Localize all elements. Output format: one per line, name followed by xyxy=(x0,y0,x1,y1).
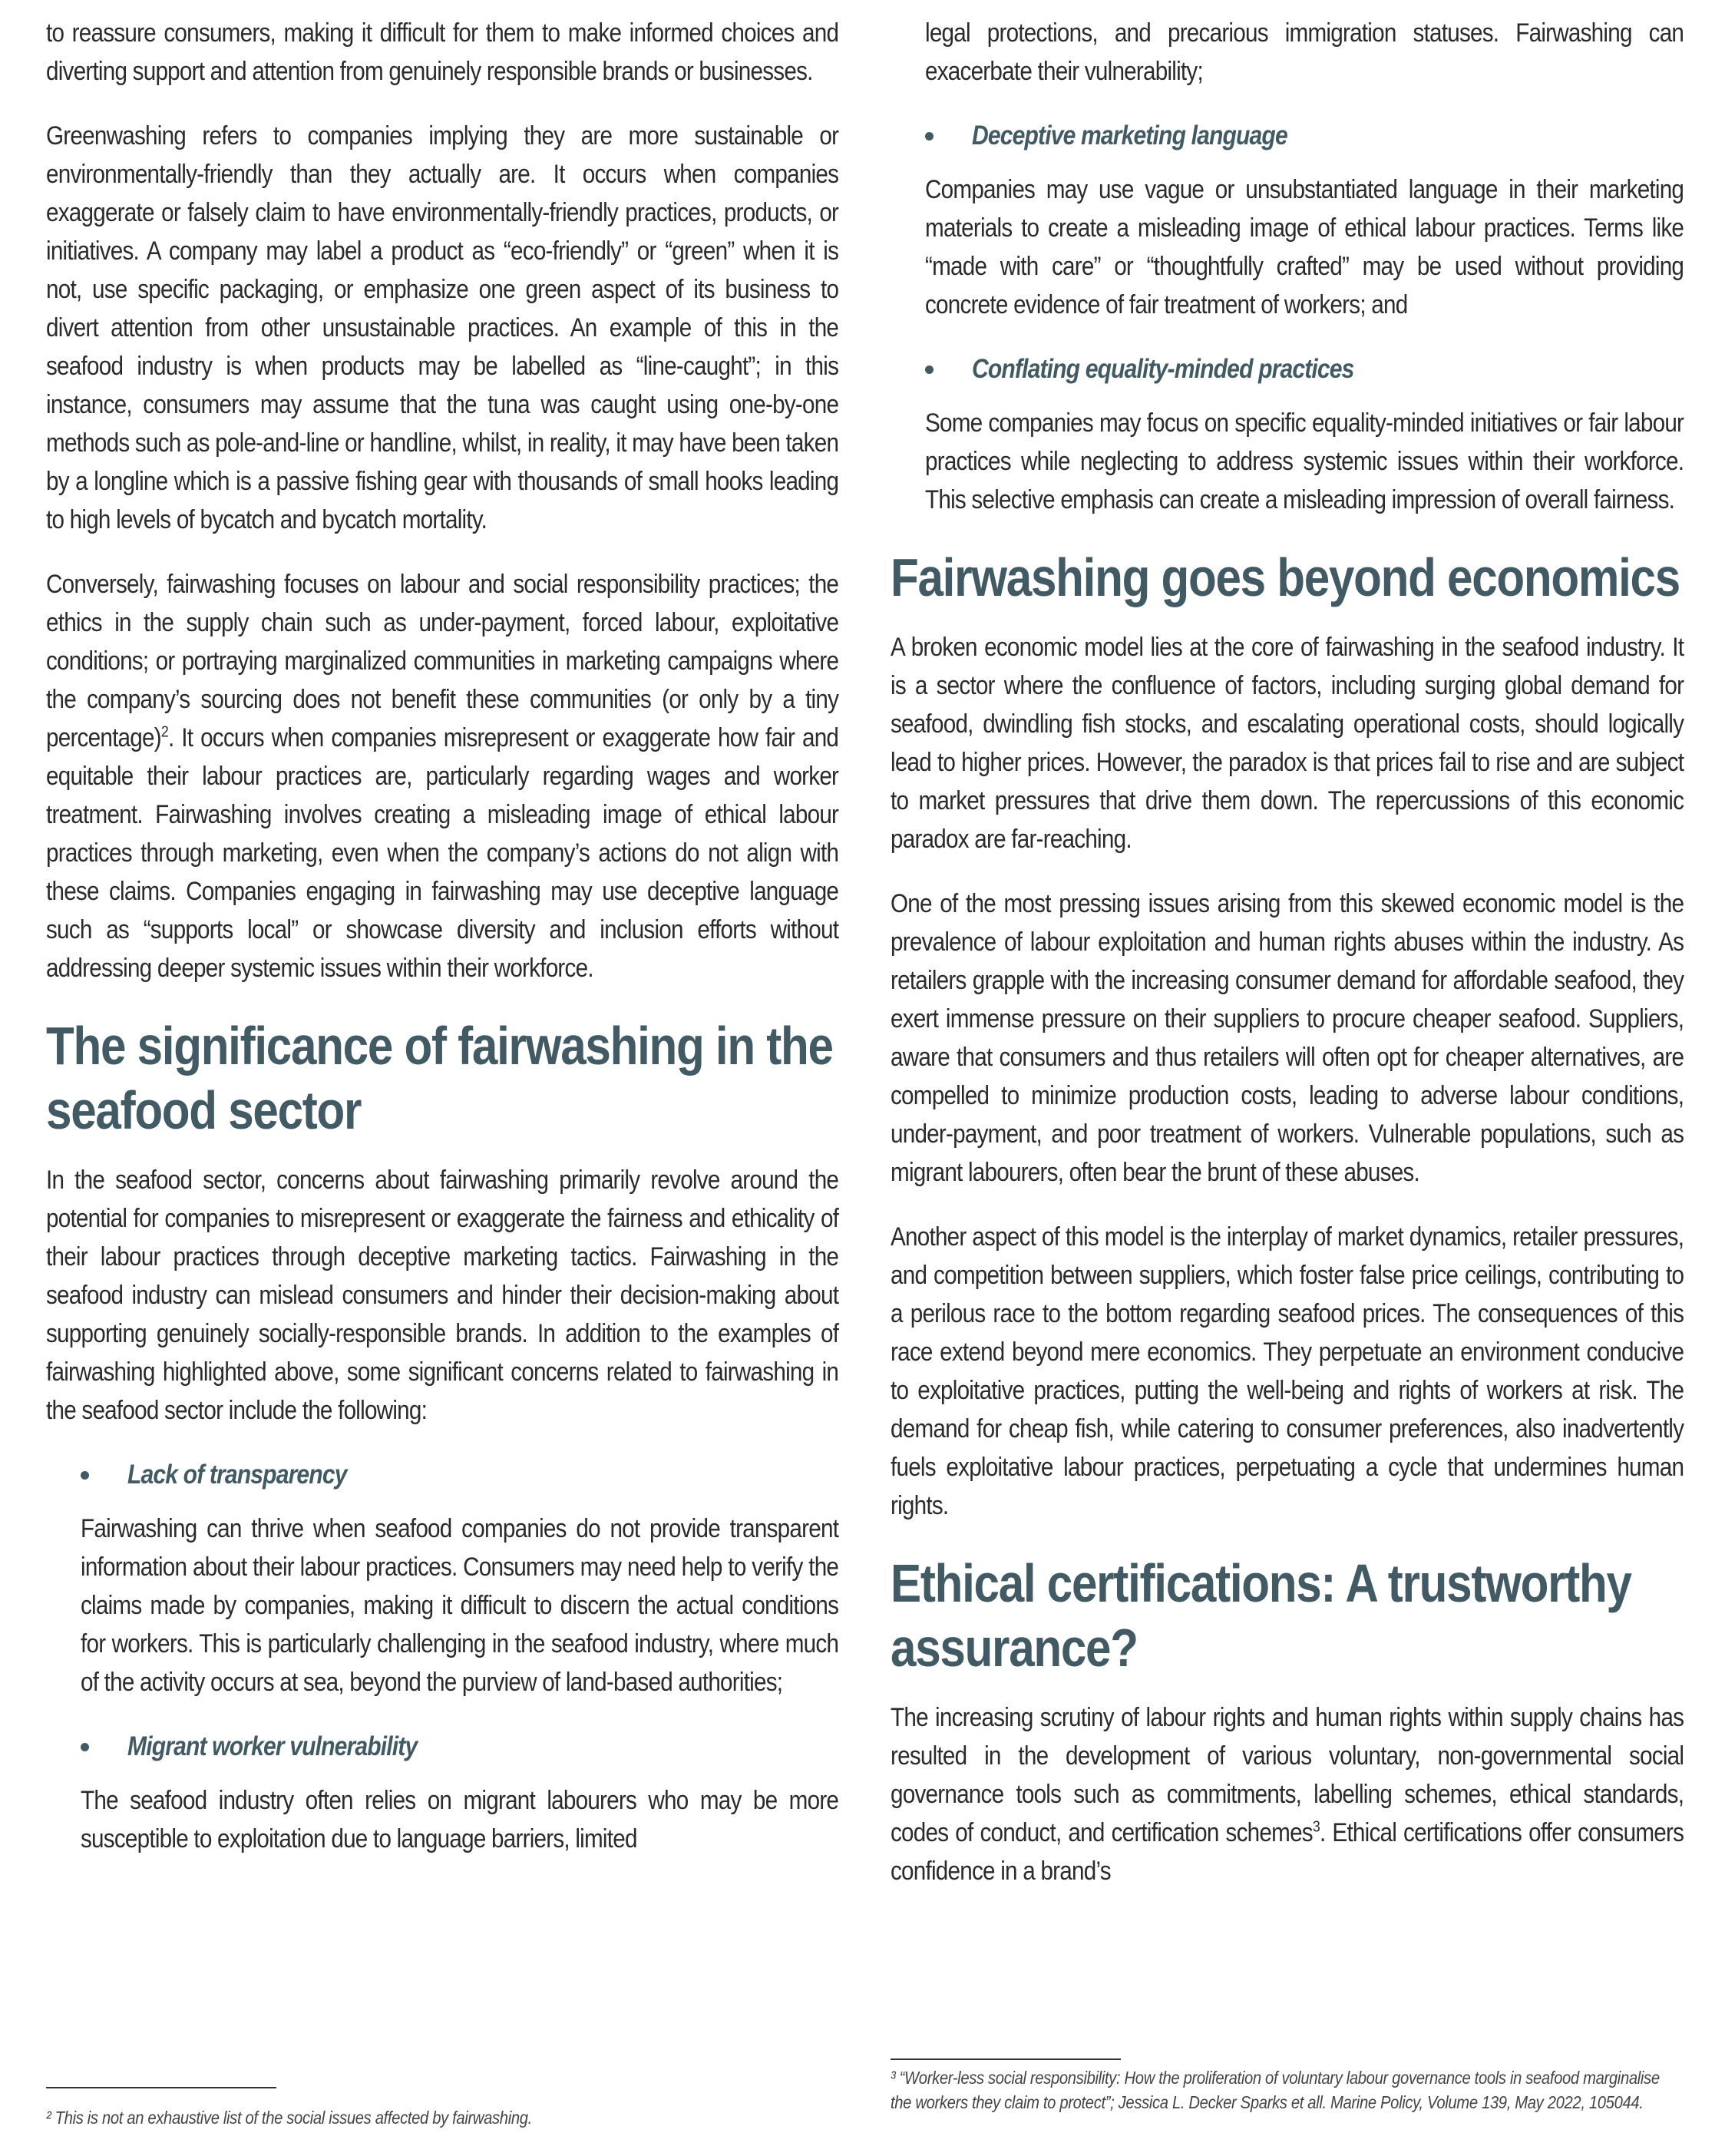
bullet-body-transparency xyxy=(81,1510,838,1701)
bullet-body-deceptive xyxy=(925,170,1684,324)
paragraph-migrant-continued: legal protections, and precarious immigration statuses. Fairwashing can exacerbate their vulnerability; xyxy=(925,18,1684,86)
right-column xyxy=(891,14,1684,1916)
paragraph-fairwashing-part2: . It occurs when companies misrepresent or exaggerate how fair and equitable their labour practices are, particularly regarding wages and worker treatment. Fairwashing involves creating a misleading image of ethical labour practices through marketing, even when the company’s actions do not align with these claims. Companies engaging in fairwashing may use deceptive language such as “supports local” or showcase diversity and inclusion efforts without addressing deeper systemic issues within their workforce. xyxy=(46,723,839,983)
paragraph-migrant: The seafood industry often relies on migrant labourers who may be more susceptible to exploitation due to language barriers, limited xyxy=(81,1786,839,1853)
paragraph-fairwashing-part1: Conversely, fairwashing focuses on labour and social responsibility practices; the ethics in the supply chain such as under-payment, forced labour, exploitative conditions; or portraying marginalized communities in marketing campaigns where the company’s sourcing does not benefit these communities (or only by a tiny percentage) xyxy=(46,570,839,752)
footnote-divider-left xyxy=(46,2087,276,2088)
bullet-dot-icon xyxy=(81,1471,89,1480)
paragraph-conflating: Some companies may focus on specific equality-minded initiatives or fair labour practices while neglecting to address systemic issues within their workforce. This selective emphasis can create a misleading impression of overall fairness. xyxy=(925,408,1684,514)
bullet-dot-icon xyxy=(81,1743,89,1751)
bullet-title: Deceptive marketing language xyxy=(972,121,1287,150)
footnote-3: ³ “Worker-less social responsibility: How the proliferation of voluntary labour governance tools in seafood marginalise the workers they claim to protect”; Jessica L. Decker Sparks et all. Marine Policy, Volume 139, May 2022, 105044. xyxy=(891,2068,1660,2112)
bullet-lack-of-transparency xyxy=(81,1456,838,1494)
paragraph-intro: to reassure consumers, making it difficult for them to make informed choices and diverting support and attention from genuinely responsible brands or businesses. xyxy=(46,18,839,86)
bullet-conflating-equality xyxy=(925,350,1684,389)
heading-ethical-certifications: Ethical certifications: A trustworthy assurance? xyxy=(891,1553,1631,1678)
bullet-dot-icon xyxy=(925,132,934,141)
footnote-2: ² This is not an exhaustive list of the social issues affected by fairwashing. xyxy=(46,2108,532,2128)
bullet-body-conflating xyxy=(925,404,1684,519)
bullet-body-migrant-continued xyxy=(925,14,1684,91)
paragraph-transparency: Fairwashing can thrive when seafood companies do not provide transparent information about their labour practices. Consumers may need help to verify the claims made by companies, making it difficult to discern the actual conditions for workers. This is particularly challenging in the seafood industry, where much of the activity occurs at sea, beyond the purview of land-based authorities; xyxy=(81,1514,839,1697)
paragraph-fairwashing xyxy=(46,565,838,987)
paragraph-pressing-issues: One of the most pressing issues arising from this skewed economic model is the prevalence of labour exploitation and human rights abuses within the industry. As retailers grapple with the increasing consumer demand for affordable seafood, they exert immense pressure on their suppliers to procure cheaper seafood. Suppliers, aware that consumers and thus retailers will often opt for cheaper alternatives, are compelled to minimize production costs, leading to adverse labour conditions, under-payment, and poor treatment of workers. Vulnerable populations, such as migrant labourers, often bear the brunt of these abuses. xyxy=(891,889,1684,1187)
bullet-deceptive-marketing xyxy=(925,117,1684,155)
bullet-migrant-worker xyxy=(81,1728,838,1766)
paragraph-scrutiny xyxy=(891,1698,1684,1890)
paragraph-broken-model: A broken economic model lies at the core of fairwashing in the seafood industry. It is a sector where the confluence of factors, including surging global demand for seafood, dwindling fish stocks, and escalating operational costs, should logically lead to higher prices. However, the paradox is that prices fail to rise and are subject to market pressures that drive them down. The repercussions of this economic paradox are far-reaching. xyxy=(891,633,1684,854)
bullet-title: Conflating equality-minded practices xyxy=(972,354,1354,384)
bullet-title: Lack of transparency xyxy=(127,1460,347,1490)
bullet-dot-icon xyxy=(925,365,934,374)
paragraph-seafood-sector: In the seafood sector, concerns about fairwashing primarily revolve around the potential for companies to misrepresent or exaggerate the fairness and ethicality of their labour practices through deceptive marketing tactics. Fairwashing in the seafood industry can mislead consumers and hinder their decision-making about supporting genuinely socially-responsible brands. In addition to the examples of fairwashing highlighted above, some significant concerns related to fairwashing in the seafood sector include the following: xyxy=(46,1166,839,1425)
heading-beyond-economics: Fairwashing goes beyond economics xyxy=(891,547,1680,607)
paragraph-scrutiny-part2: . Ethical certifications offer consumers confidence in a brand’s xyxy=(891,1818,1684,1886)
bullet-title: Migrant worker vulnerability xyxy=(127,1731,418,1761)
paragraph-another-aspect: Another aspect of this model is the interplay of market dynamics, retailer pressures, and competition between suppliers, which foster false price ceilings, contributing to a perilous race to the bottom regarding seafood prices. The consequences of this race extend beyond mere economics. They perpetuate an environment conducive to exploitative practices, putting the well-being and rights of workers at risk. The demand for cheap fish, while catering to consumer preferences, also inadvertently fuels exploitative labour practices, perpetuating a cycle that undermines human rights. xyxy=(891,1222,1684,1520)
footnote-ref-2: 2 xyxy=(160,723,168,741)
paragraph-greenwashing: Greenwashing refers to companies implying they are more sustainable or environmentally-friendly than they actually are. It occurs when companies exaggerate or falsely claim to have environmentally-friendly practices, products, or initiatives. A company may label a product as “eco-friendly” or “green” when it is not, use specific packaging, or emphasize one green aspect of its business to divert attention from other unsustainable practices. An example of this in the seafood industry is when products may be labelled as “line-caught”; in this instance, consumers may assume that the tuna was caught using one-by-one methods such as pole-and-line or handline, whilst, in reality, it may have been taken by a longline which is a passive fishing gear with thousands of small hooks leading to high levels of bycatch and bycatch mortality. xyxy=(46,121,839,534)
footnote-divider-right xyxy=(891,2058,1121,2060)
heading-significance: The significance of fairwashing in the seafood sector xyxy=(46,1016,833,1140)
paragraph-scrutiny-part1: The increasing scrutiny of labour rights and human rights within supply chains has resulted in the development of various voluntary, non-governmental social governance tools such as commitments, labelling schemes, ethical standards, codes of conduct, and certification schemes xyxy=(891,1703,1684,1847)
bullet-body-migrant xyxy=(81,1781,838,1858)
left-column xyxy=(46,14,838,1884)
footnote-ref-3: 3 xyxy=(1312,1817,1320,1836)
paragraph-deceptive: Companies may use vague or unsubstantiated language in their marketing materials to create a misleading image of ethical labour practices. Terms like “made with care” or “thoughtfully crafted” may be used without providing concrete evidence of fair treatment of workers; and xyxy=(925,175,1684,319)
